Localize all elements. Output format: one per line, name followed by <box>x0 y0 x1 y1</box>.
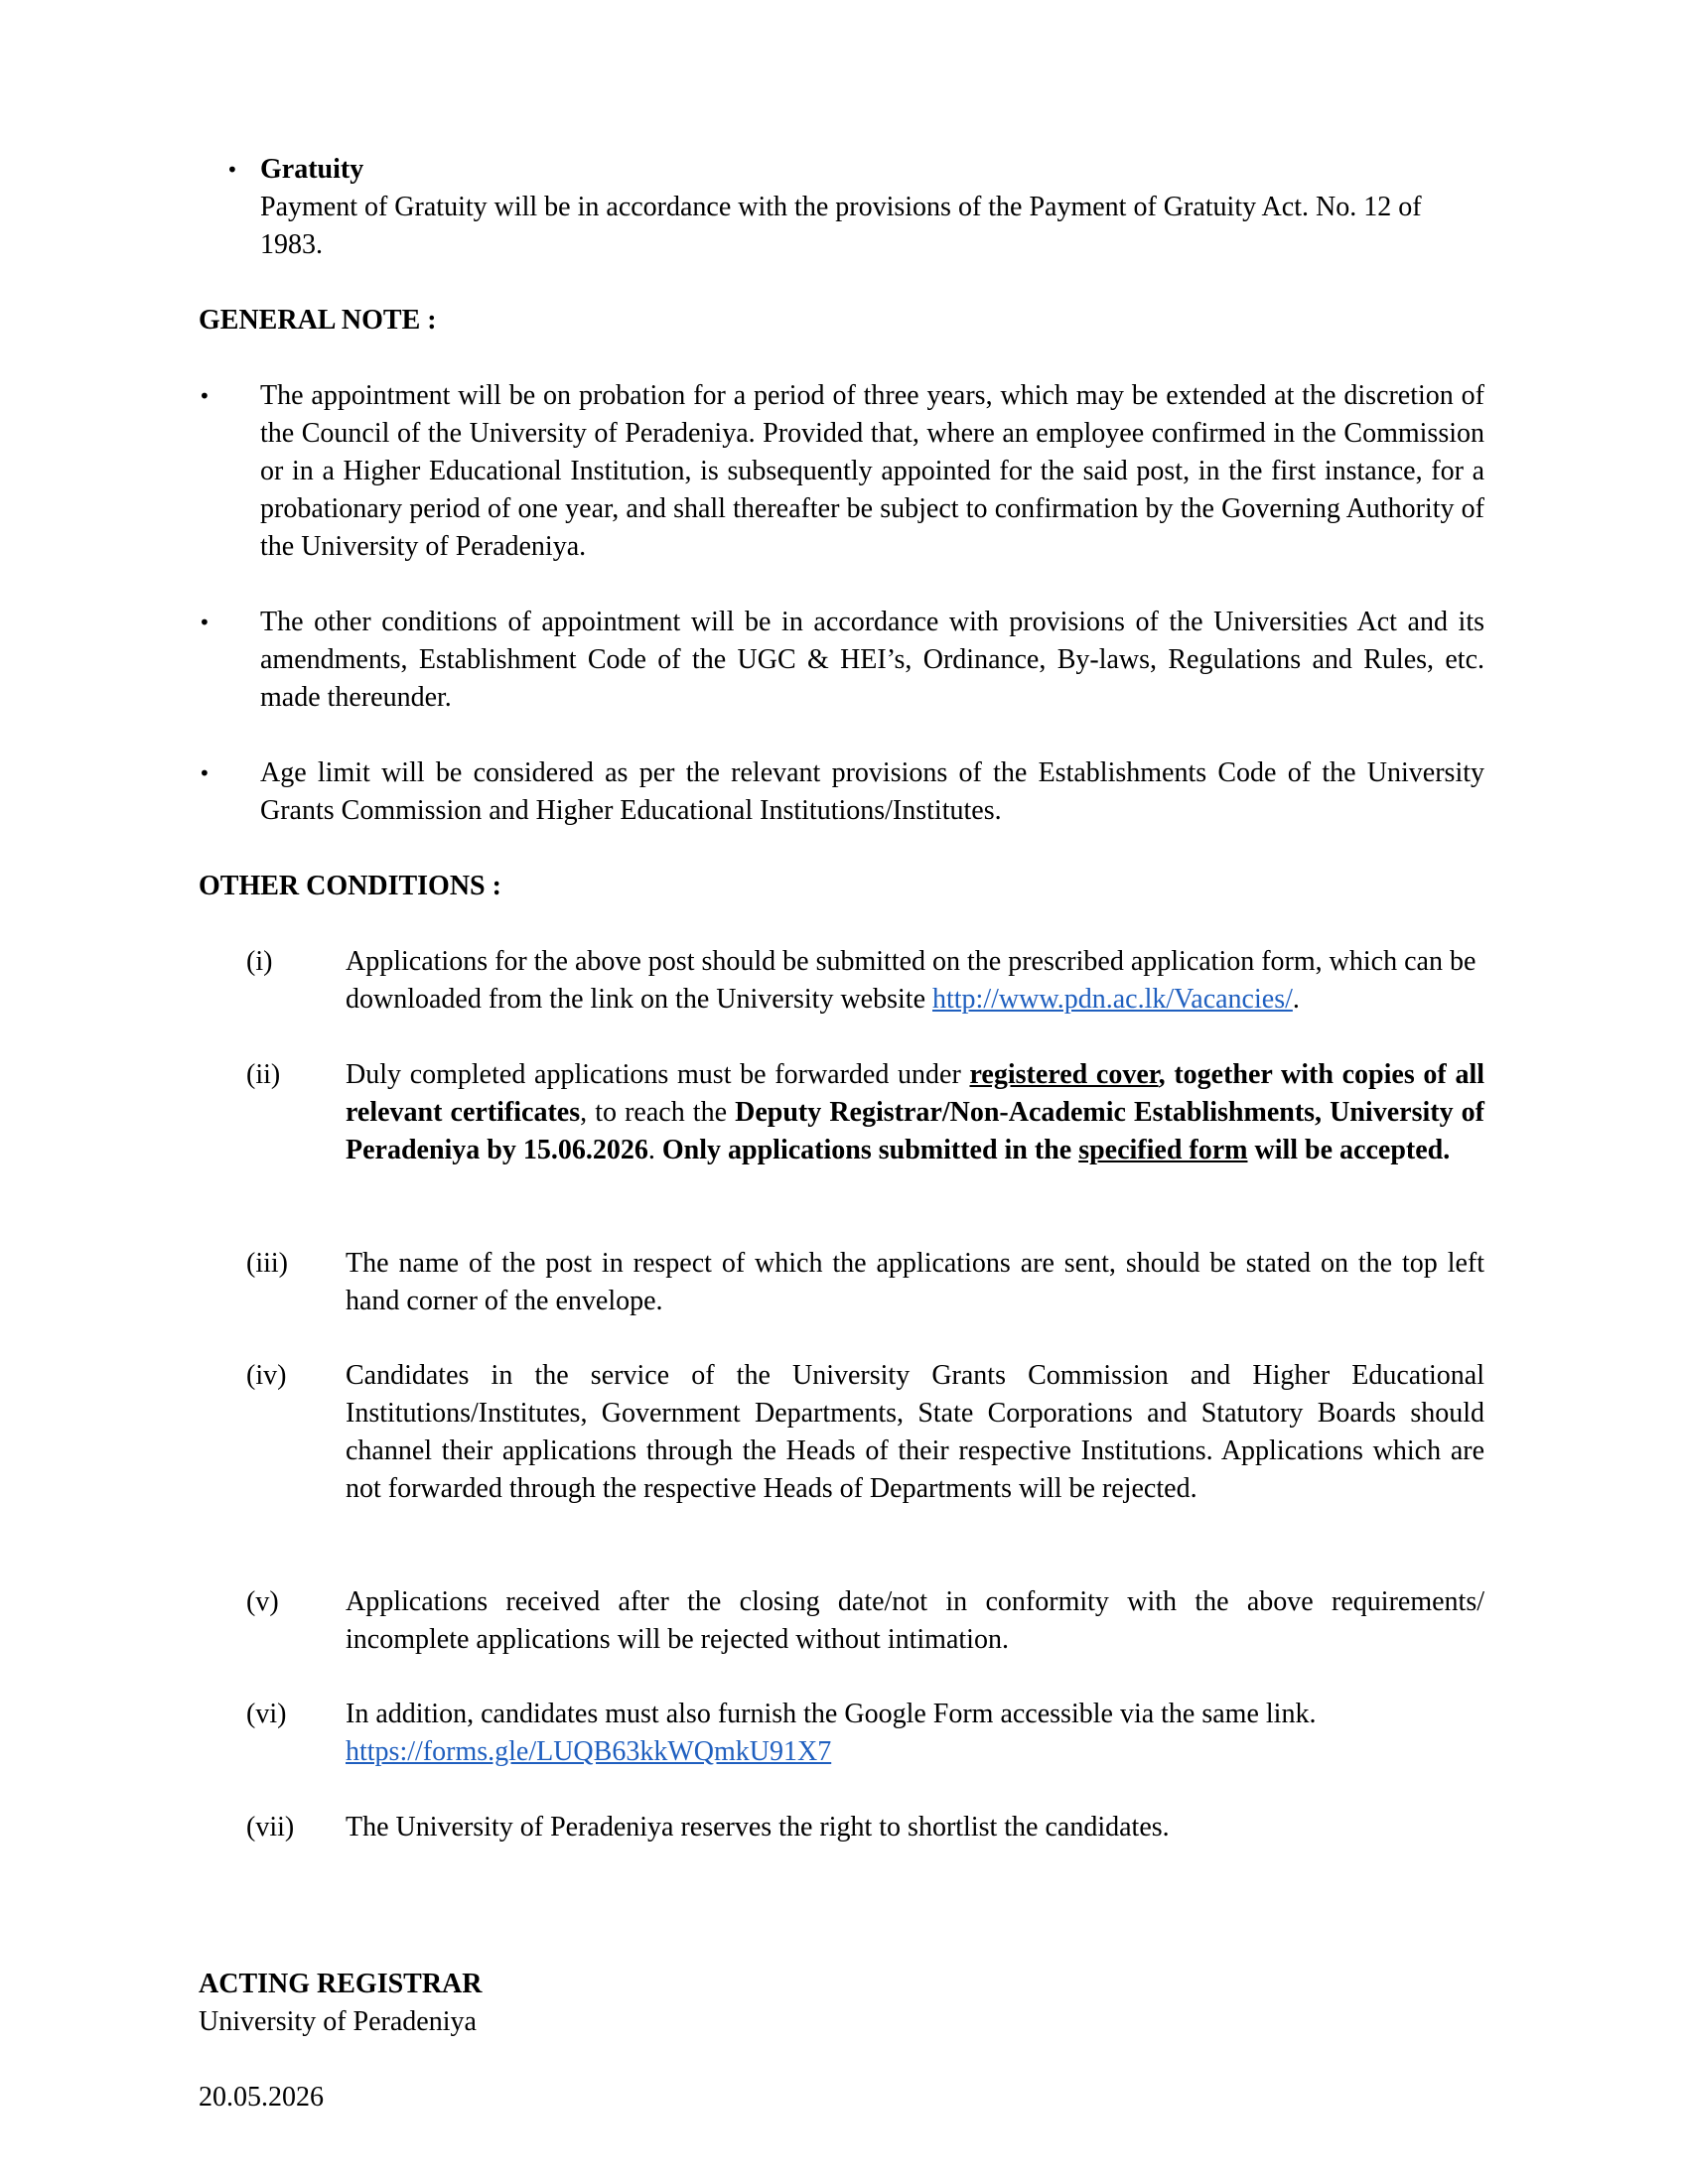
condition-emphasis: registered cover <box>969 1059 1159 1090</box>
condition-text-part: Applications for the above post should be submitted on the prescribed application form, which can be downloaded from the link on the University website <box>346 946 1477 1015</box>
gratuity-text: Payment of Gratuity will be in accordance with the provisions of the Payment of Gratuity Act. No. 12 of 1983. <box>260 192 1422 260</box>
condition-emphasis: will be accepted. <box>1247 1135 1451 1165</box>
bullet-icon: • <box>199 761 211 785</box>
condition-number: (vii) <box>246 1812 295 1843</box>
condition-text: The University of Peradeniya reserves the right to shortlist the candidates. <box>346 1812 1170 1843</box>
condition-text-part: . <box>1292 984 1300 1015</box>
condition-text: Candidates in the service of the University Grants Commission and Higher Educational Institutions/Institutes, Government Departments, State Corporations and Statutory Boards should channel their applications through the Heads of their respective Institutions. Applications which are not forwarded through the respective Heads of Departments will be rejected. <box>346 1360 1484 1504</box>
condition-text-part: . <box>647 1135 662 1165</box>
bullet-icon: • <box>199 611 211 634</box>
condition-emphasis: Only applications submitted in the <box>661 1135 1079 1165</box>
condition-emphasis: Deputy Registrar/Non-Academic Establishments, University of Peradeniya by 15.06.2026 <box>346 1097 1484 1165</box>
condition-text <box>346 943 1484 1019</box>
vacancies-link[interactable]: http://www.pdn.ac.lk/Vacancies/ <box>932 984 1293 1015</box>
general-note-text: Age limit will be considered as per the relevant provisions of the Establishments Code of the University Grants Commission and Higher Educational Institutions/Institutes. <box>260 757 1484 826</box>
condition-number: (iii) <box>246 1248 288 1279</box>
condition-number: (vi) <box>246 1699 287 1729</box>
signatory-org: University of Peradeniya <box>199 2006 477 2037</box>
condition-emphasis: specified form <box>1078 1135 1248 1165</box>
signature-block <box>199 1966 1484 2041</box>
bullet-icon: • <box>199 384 211 408</box>
condition-number: (i) <box>246 946 273 977</box>
google-form-link[interactable]: https://forms.gle/LUQB63kkWQmkU91X7 <box>346 1736 832 1767</box>
condition-text: Applications received after the closing date/not in conformity with the above requirements/ incomplete applications will be rejected without intimation. <box>346 1586 1484 1655</box>
gratuity-title: Gratuity <box>260 154 364 185</box>
signatory-title: ACTING REGISTRAR <box>199 1969 483 1999</box>
document-date: 20.05.2026 <box>199 2082 324 2113</box>
other-conditions-heading: OTHER CONDITIONS : <box>199 871 501 901</box>
general-note-heading: GENERAL NOTE : <box>199 305 437 336</box>
condition-text: The name of the post in respect of which the applications are sent, should be stated on the top left hand corner of the envelope. <box>346 1248 1484 1316</box>
condition-text-part: , to reach the <box>580 1097 736 1128</box>
condition-number: (iv) <box>246 1360 287 1391</box>
condition-text-part: Duly completed applications must be forwarded under <box>346 1059 970 1090</box>
bullet-icon: • <box>226 158 238 182</box>
condition-text <box>346 1056 1484 1169</box>
general-note-text: The appointment will be on probation for a period of three years, which may be extended at the discretion of the Council of the University of Peradeniya. Provided that, where an employee confirmed in the Commission or in a Higher Educational Institution, is subsequently appointed for the said post, in the first instance, for a probationary period of one year, and shall thereafter be subject to confirmation by the Governing Authority of the University of Peradeniya. <box>260 380 1484 562</box>
condition-number: (ii) <box>246 1059 281 1090</box>
condition-text <box>346 1696 1484 1771</box>
condition-text-part: In addition, candidates must also furnish the Google Form accessible via the same link. <box>346 1699 1317 1729</box>
condition-emphasis: , together with copies of all relevant certificates <box>346 1059 1484 1128</box>
condition-number: (v) <box>246 1586 279 1617</box>
general-note-text: The other conditions of appointment will be in accordance with provisions of the Universities Act and its amendments, Establishment Code of the UGC & HEI’s, Ordinance, By-laws, Regulations and Rules, etc. made thereunder. <box>260 607 1484 713</box>
